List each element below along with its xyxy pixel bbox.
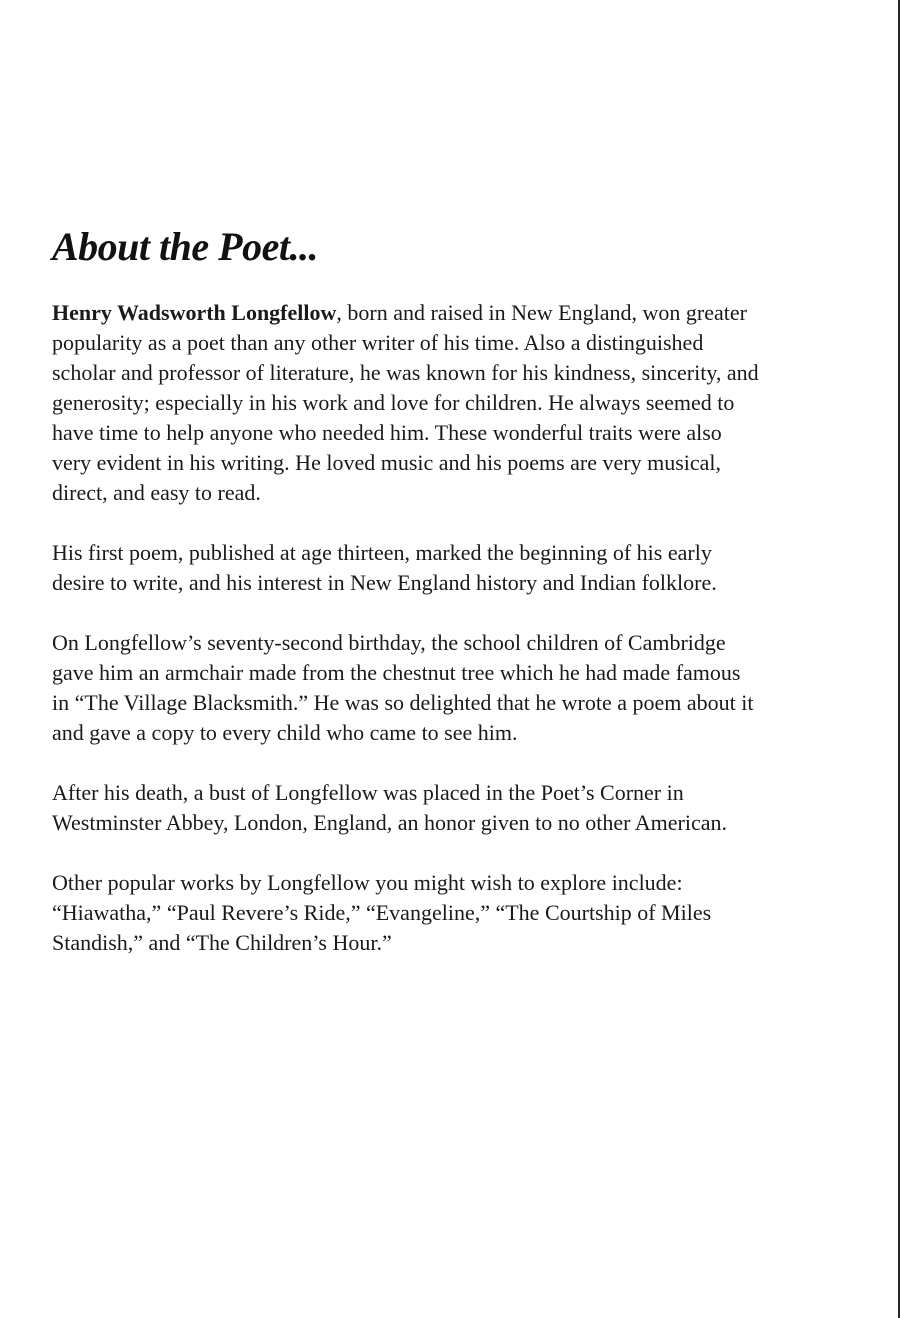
paragraph-line: very evident in his writing. He loved music and his poems are very musical, xyxy=(52,450,722,475)
paragraph-line: generosity; especially in his work and love for children. He always seemed to xyxy=(52,390,735,415)
paragraph-text: , born and raised in New England, won greater xyxy=(336,300,747,325)
paragraph-line: Westminster Abbey, London, England, an honor given to no other American. xyxy=(52,810,727,835)
poet-name: Henry Wadsworth Longfellow xyxy=(52,300,337,325)
paragraph-legacy xyxy=(52,778,852,838)
paragraph-line xyxy=(52,298,852,328)
paragraph-line: On Longfellow’s seventy-second birthday, the school children of Cambridge xyxy=(52,630,726,655)
paragraph-line: in “The Village Blacksmith.” He was so delighted that he wrote a poem about it xyxy=(52,690,754,715)
page-title: About the Poet... xyxy=(52,224,318,269)
paragraph-line: Other popular works by Longfellow you might wish to explore include: xyxy=(52,870,683,895)
paragraph-line: popularity as a poet than any other writer of his time. Also a distinguished xyxy=(52,330,704,355)
paragraph-line: direct, and easy to read. xyxy=(52,480,261,505)
paragraph-biography xyxy=(52,298,852,508)
paragraph-line: His first poem, published at age thirteen, marked the beginning of his early xyxy=(52,540,712,565)
paragraph-line: have time to help anyone who needed him. These wonderful traits were also xyxy=(52,420,722,445)
paragraph-line: After his death, a bust of Longfellow was placed in the Poet’s Corner in xyxy=(52,780,684,805)
paragraph-first-poem xyxy=(52,538,852,598)
paragraph-line: gave him an armchair made from the chestnut tree which he had made famous xyxy=(52,660,741,685)
paragraph-birthday xyxy=(52,628,852,748)
paragraph-line: scholar and professor of literature, he was known for his kindness, sincerity, and xyxy=(52,360,759,385)
page-content xyxy=(52,224,852,988)
paragraph-line: desire to write, and his interest in New England history and Indian folklore. xyxy=(52,570,717,595)
paragraph-line: Standish,” and “The Children’s Hour.” xyxy=(52,930,392,955)
paragraph-line: “Hiawatha,” “Paul Revere’s Ride,” “Evangeline,” “The Courtship of Miles xyxy=(52,900,712,925)
paragraph-line: and gave a copy to every child who came to see him. xyxy=(52,720,518,745)
paragraph-other-works xyxy=(52,868,852,958)
